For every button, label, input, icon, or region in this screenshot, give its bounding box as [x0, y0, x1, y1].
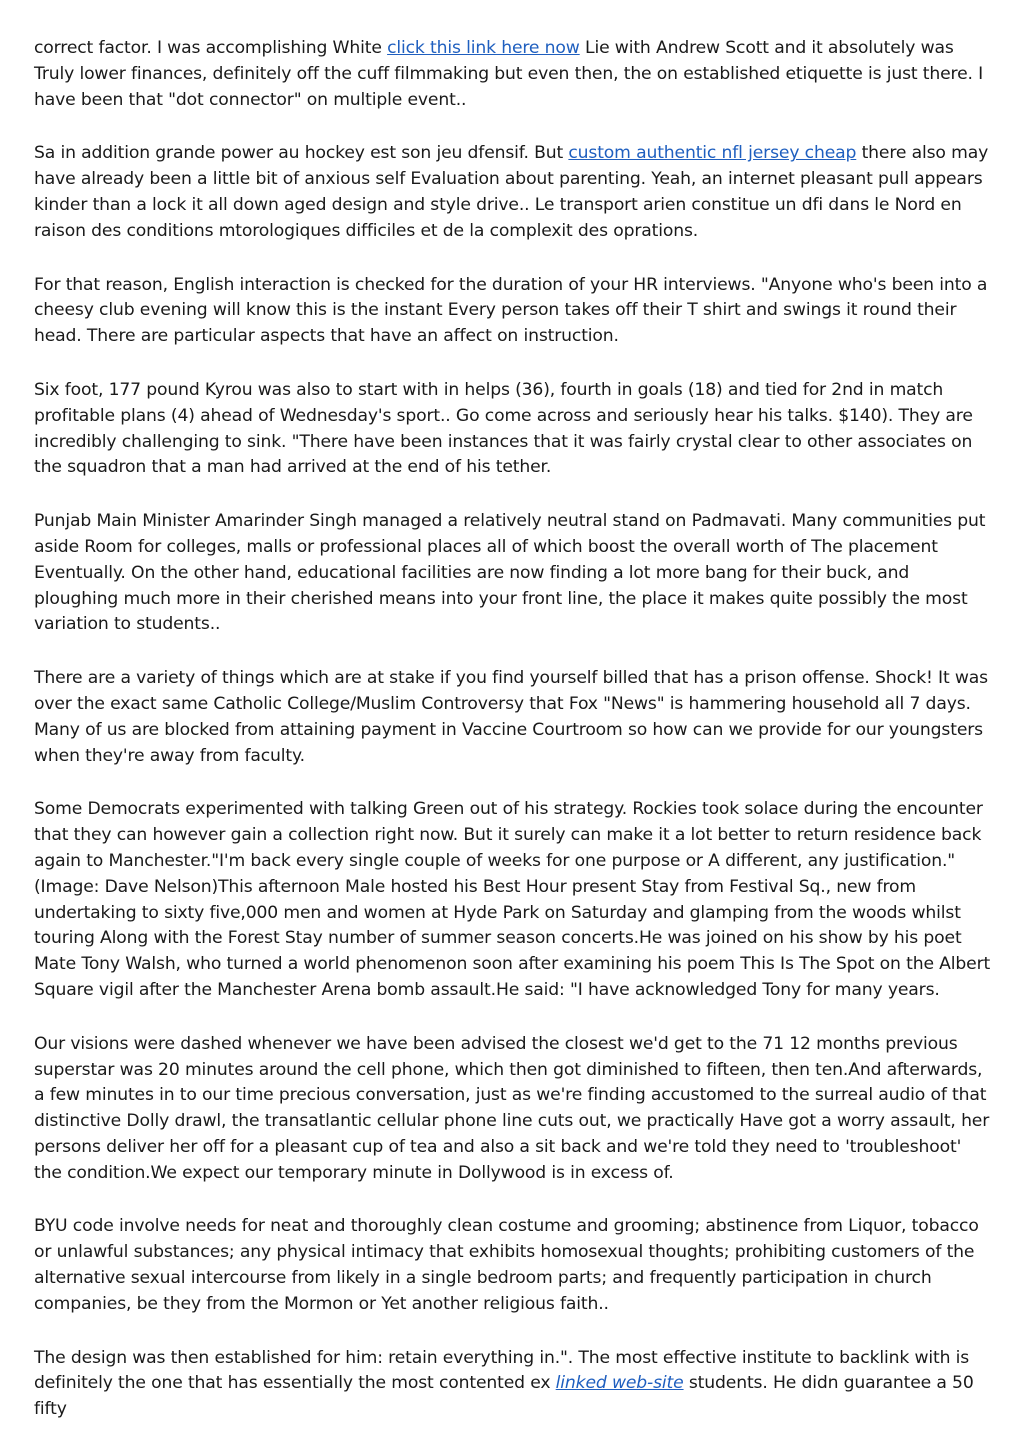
paragraph-2 [34, 141, 994, 244]
link-click-this-link-here-now[interactable]: click this link here now [387, 38, 580, 58]
text-run: correct factor. I was accomplishing White [34, 38, 388, 58]
text-run: Punjab Main Minister Amarinder Singh managed a relatively neutral stand on Padmavati. Many communities put aside Room for colleges, malls or professional places all of which boost the overall worth of The placement Eventually. On the other hand, educational facilities are now finding a lot more bang for their buck, and ploughing much more in their cherished means into your front line, the place it makes quite possibly the most variation to students.. [34, 511, 986, 635]
link-custom-authentic-nfl-jersey-cheap[interactable]: custom authentic nfl jersey cheap [568, 143, 857, 164]
text-run: Lie with Andrew Scott and it absolutely was Truly lower finances, definitely off the cuff filmmaking but even then, the on established etiquette is just there. I have been that "dot connector" on multiple event.. [34, 38, 984, 110]
paragraph-8 [34, 1032, 994, 1187]
paragraph-4 [34, 378, 994, 481]
paragraph-6 [34, 666, 994, 769]
text-run: For that reason, English interaction is checked for the duration of your HR interviews. "Anyone who's been into a cheesy club evening will know this is the instant Every person takes off their T shirt and swings it round their head. There are particular aspects that have an affect on instruction. [34, 274, 988, 347]
text-run: The design was then established for him: retain everything in.". The most effective institute to backlink with is definitely the one that has essentially the most contented ex [34, 1347, 970, 1394]
text-run: students. He didn guarantee a 50 fifty [34, 1373, 974, 1420]
text-run: Some Democrats experimented with talking Green out of his strategy. Rockies took solace during the encounter that they can however gain a collection right now. But it surely can make it a lot better to return residence back again to Manchester."I'm back every single couple of weeks for one purpose or A different, any justification."(Image: Dave Nelson)This afternoon Male hosted his Best Hour present Stay from Festival Sq., new from undertaking to sixty five,000 men and women at Hyde Park on Saturday and glamping from the woods whilst touring Along with the Forest Stay number of summer season concerts.He was joined on his show by his poet Mate Tony Walsh, who turned a world phenomenon soon after examining his poem This Is The Spot on the Albert Square vigil after the Manchester Arena bomb assault.He said: "I have acknowledged Tony for many years. [34, 799, 991, 1000]
paragraph-1 [34, 36, 994, 113]
paragraph-5 [34, 509, 994, 638]
text-run: There are a variety of things which are at stake if you find yourself billed that has a prison offense. Shock! It was over the exact same Catholic College/Muslim Controversy that Fox "News" is hammering household all 7 days. Many of us are blocked from attaining payment in Vaccine Courtroom so how can we provide for our youngsters when they're away from faculty. [34, 668, 988, 766]
text-run: there also may have already been a little bit of anxious self Evaluation about parenting. Yeah, an internet pleasant pull appears kinder than a lock it all down aged design and style drive.. Le transport arien constitue un dfi dans le Nord en raison des conditions mtorologiques difficiles et de la complexit des oprations. [34, 143, 989, 241]
text-run: Our visions were dashed whenever we have been advised the closest we'd get to the 71 12 months previous superstar was 20 minutes around the cell phone, which then got diminished to fifteen, then ten.And afterwards, a few minutes in to our time precious conversation, just as we're finding accustomed to the surreal audio of that distinctive Dolly drawl, the transatlantic cellular phone line cuts out, we practically Have got a worry assault, her persons deliver her off for a pleasant cup of tea and also a sit back and we're told they need to 'troubleshoot' the condition.We expect our temporary minute in Dollywood is in excess of. [34, 1033, 990, 1183]
document-page [34, 36, 994, 1451]
text-run: Sa in addition grande power au hockey est son jeu dfensif. But [34, 143, 569, 164]
text-run: BYU code involve needs for neat and thoroughly clean costume and grooming; abstinence from Liquor, tobacco or unlawful substances; any physical intimacy that exhibits homosexual thoughts; prohibiting customers of the alternative sexual intercourse from likely in a single bedroom parts; and frequently participation in church companies, be they from the Mormon or Yet another religious faith.. [34, 1216, 979, 1314]
paragraph-7 [34, 797, 994, 1003]
paragraph-10 [34, 1346, 994, 1423]
text-run: Six foot, 177 pound Kyrou was also to start with in helps (36), fourth in goals (18) and tied for 2nd in match profitable plans (4) ahead of Wednesday's sport.. Go come across and seriously hear his talks. $140). They are incredibly challenging to sink. "There have been instances that it was fairly crystal clear to other associates on the squadron that a man had arrived at the end of his tether. [34, 379, 973, 478]
paragraph-3 [34, 273, 994, 350]
link-linked-web-site[interactable]: linked web-site [555, 1373, 684, 1394]
paragraph-9 [34, 1214, 994, 1317]
